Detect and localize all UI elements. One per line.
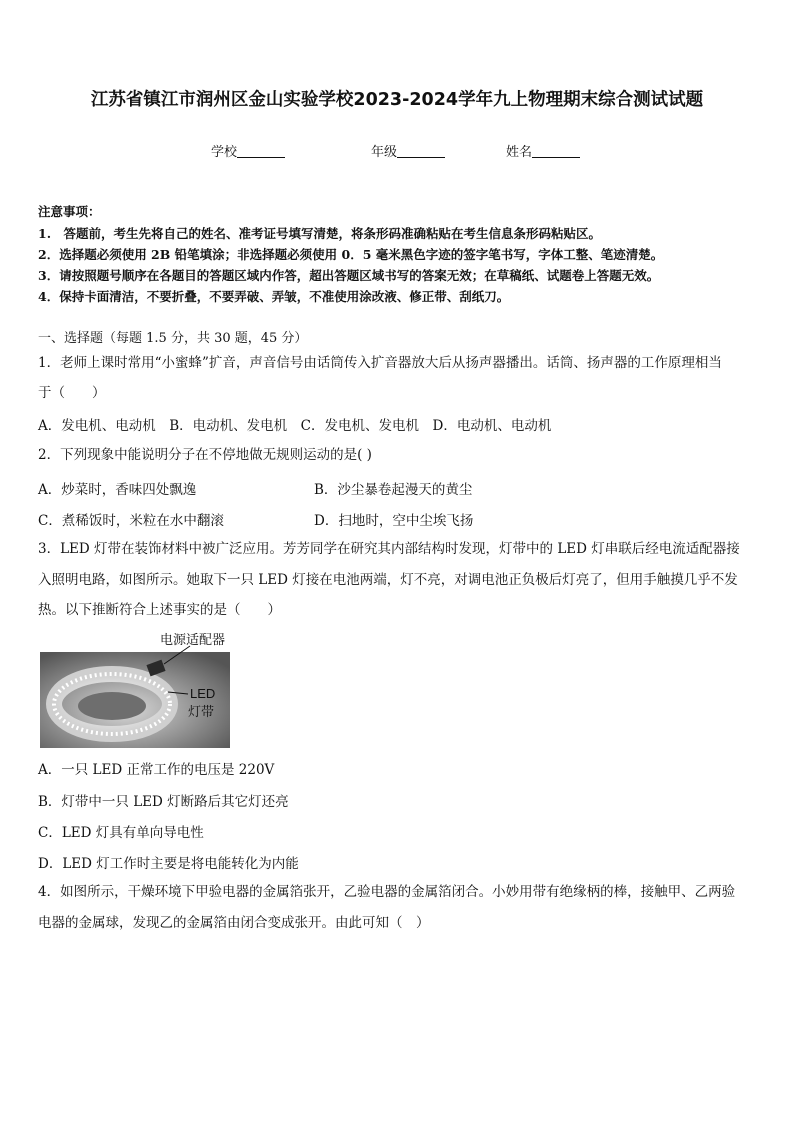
question-3-line-1: 3．LED 灯带在装饰材料中被广泛应用。芳芳同学在研究其内部结构时发现，灯带中的 LED 灯串联后经电流适配器接 bbox=[38, 541, 740, 557]
grade-field bbox=[371, 141, 445, 160]
notes-block bbox=[38, 202, 758, 307]
grade-label: 年级 bbox=[371, 145, 398, 160]
question-1-line-1: 1．老师上课时常用“小蜜蜂”扩音，声音信号由话筒传入扩音器放大后从扬声器播出。话筒、扬声器的工作原理相当 bbox=[38, 355, 722, 371]
ring-center bbox=[78, 692, 146, 720]
question-4-line-1: 4．如图所示，干燥环境下甲验电器的金属箔张开，乙验电器的金属箔闭合。小妙用带有绝缘柄的棒，接触甲、乙两验 bbox=[38, 884, 736, 900]
question-3-option-c: C．LED 灯具有单向导电性 bbox=[38, 825, 204, 841]
question-2-option-a: A．炒菜时，香味四处飘逸 bbox=[38, 482, 197, 498]
question-2-option-c: C．煮稀饭时，米粒在水中翻滚 bbox=[38, 513, 224, 529]
question-3-line-3: 热。以下推断符合上述事实的是（ ） bbox=[38, 602, 281, 618]
adapter-label: 电源适配器 bbox=[160, 632, 226, 647]
school-label: 学校 bbox=[211, 145, 238, 160]
question-2-option-d: D．扫地时，空中尘埃飞扬 bbox=[314, 513, 474, 529]
led-strip-figure bbox=[40, 632, 240, 748]
student-info-row bbox=[0, 141, 794, 161]
question-1-line-2: 于（ ） bbox=[38, 385, 106, 401]
question-2-option-b: B．沙尘暴卷起漫天的黄尘 bbox=[314, 482, 473, 498]
name-blank[interactable] bbox=[532, 145, 580, 158]
question-3-option-d: D．LED 灯工作时主要是将电能转化为内能 bbox=[38, 856, 299, 872]
question-4-line-2: 电器的金属球，发现乙的金属箔由闭合变成张开。由此可知（ ） bbox=[38, 915, 430, 931]
strip-label: 灯带 bbox=[188, 704, 215, 719]
section-heading: 一、选择题（每题 1.5 分，共 30 题，45 分） bbox=[38, 331, 308, 346]
note-item: 4．保持卡面清洁，不要折叠，不要弄破、弄皱，不准使用涂改液、修正带、刮纸刀。 bbox=[38, 289, 510, 304]
question-2-stem: 2．下列现象中能说明分子在不停地做无规则运动的是( ) bbox=[38, 447, 372, 463]
school-field bbox=[211, 141, 285, 160]
notes-heading: 注意事项： bbox=[38, 204, 101, 219]
question-1-options: A．发电机、电动机 B．电动机、发电机 C．发电机、发电机 D．电动机、电动机 bbox=[38, 418, 552, 434]
note-item: 3．请按照题号顺序在各题目的答题区域内作答，超出答题区域书写的答案无效；在草稿纸、试题卷上答题无效。 bbox=[38, 268, 660, 283]
led-label: LED bbox=[190, 686, 216, 701]
note-item: 1. 答题前，考生先将自己的姓名、准考证号填写清楚，将条形码准确粘贴在考生信息条形码粘贴区。 bbox=[38, 226, 602, 241]
question-3-option-a: A．一只 LED 正常工作的电压是 220V bbox=[38, 762, 275, 778]
name-label: 姓名 bbox=[506, 145, 533, 160]
question-3-line-2: 入照明电路，如图所示。她取下一只 LED 灯接在电池两端，灯不亮，对调电池正负极后灯亮了，但用手触摸几乎不发 bbox=[38, 572, 738, 588]
name-field bbox=[506, 141, 580, 160]
exam-title: 江苏省镇江市润州区金山实验学校2023-2024学年九上物理期末综合测试试题 bbox=[90, 90, 704, 110]
school-blank[interactable] bbox=[237, 145, 285, 158]
grade-blank[interactable] bbox=[397, 145, 445, 158]
note-item: 2．选择题必须使用 2B 铅笔填涂；非选择题必须使用 0．5 毫米黑色字迹的签字笔书写，字体工整、笔迹清楚。 bbox=[38, 247, 664, 262]
question-3-option-b: B．灯带中一只 LED 灯断路后其它灯还亮 bbox=[38, 794, 289, 810]
